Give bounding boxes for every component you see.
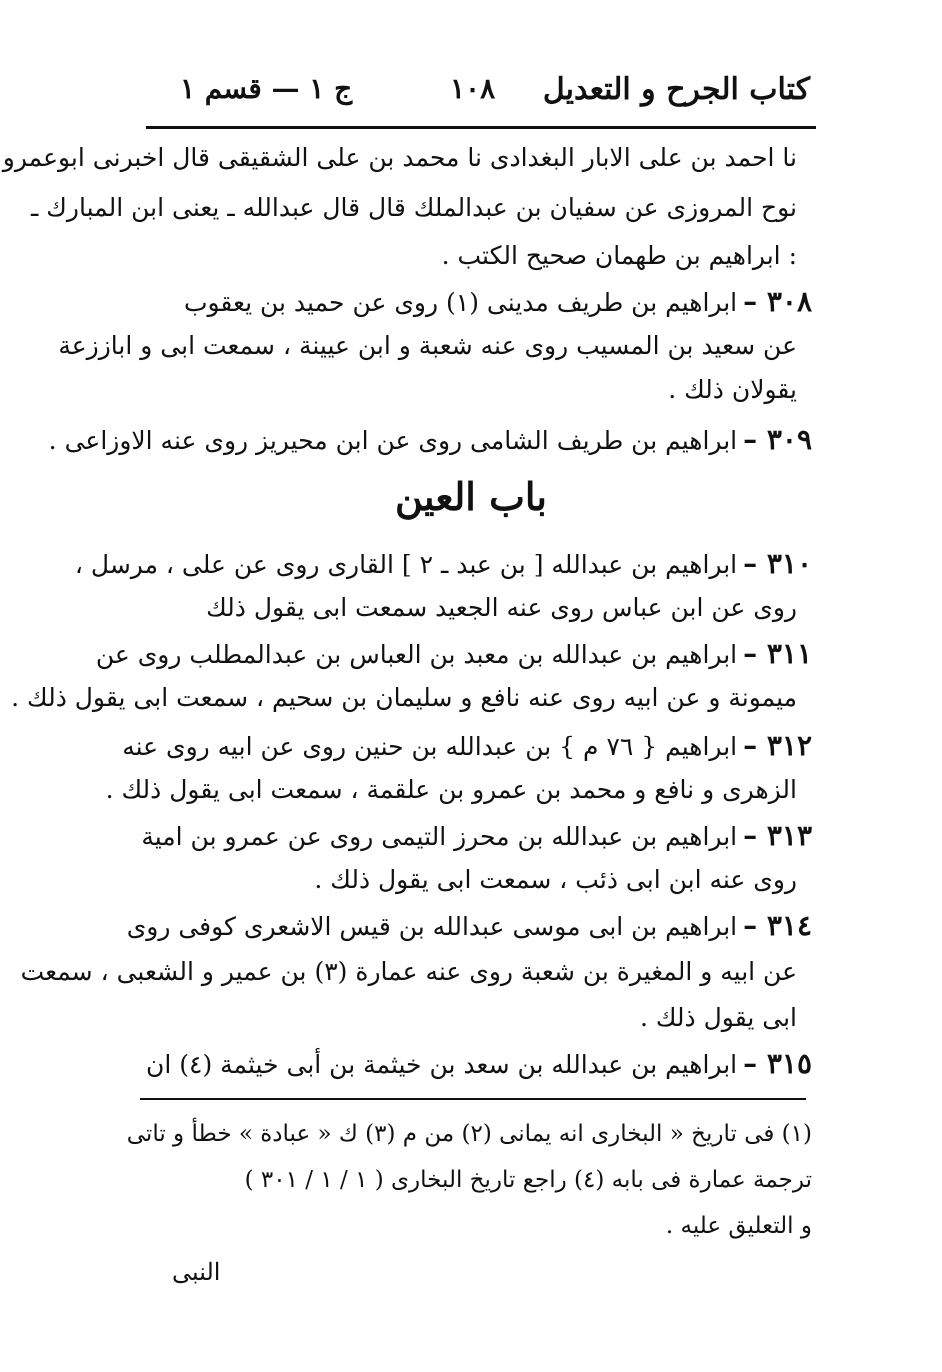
entry-number: ٣١٢ – xyxy=(743,729,812,762)
body-line: نوح المروزى عن سفيان بن عبدالملك قال قال عبدالله ـ يعنى ابن المبارك ـ xyxy=(31,193,797,222)
body-line: : ابراهيم بن طهمان صحيح الكتب . xyxy=(441,241,797,270)
entry-text: ابراهيم بن عبدالله بن محرز التيمى روى عن عمرو بن امية xyxy=(141,822,738,851)
entry-text: ابراهيم بن طريف مدينى (١) روى عن حميد بن يعقوب xyxy=(183,288,738,317)
entry-312-line: الزهرى و نافع و محمد بن عمرو بن علقمة ، سمعت ابى يقول ذلك . xyxy=(105,775,797,804)
entry-number: ٣١٠ – xyxy=(743,547,812,580)
entry-text: ابراهيم بن عبدالله بن سعد بن خيثمة بن أبى خيثمة (٤) ان xyxy=(145,1050,738,1079)
entry-number: ٣١٣ – xyxy=(743,819,812,852)
entry-313-line xyxy=(141,816,812,856)
entry-314-line: ابى يقول ذلك . xyxy=(639,1003,797,1032)
header-rule xyxy=(146,126,816,129)
entry-313-line: روى عنه ابن ابى ذئب ، سمعت ابى يقول ذلك . xyxy=(314,865,797,894)
entry-312-line xyxy=(122,726,812,766)
entry-308-line xyxy=(152,282,812,322)
section-heading: باب العين xyxy=(394,474,548,519)
entry-number: ٣٠٨ – xyxy=(743,285,812,318)
entry-text: ابراهيم بن ابى موسى عبدالله بن قيس الاشعرى كوفى روى xyxy=(126,912,738,941)
volume-part: ج ١ — قسم ١ xyxy=(180,72,353,105)
entry-number: ٣٠٩ – xyxy=(743,423,812,456)
entry-number: ٣١٥ – xyxy=(743,1047,812,1080)
book-title: كتاب الجرح و التعديل xyxy=(542,72,810,107)
entry-309-line xyxy=(48,420,812,460)
entry-text: ابراهيم بن عبدالله [ بن عبد ـ ٢ ] القارى روى عن على ، مرسل ، xyxy=(74,550,738,579)
footnote-line: ترجمة عمارة فى بابه (٤) راجع تاريخ البخارى ( ١ / ١ / ٣٠١ ) xyxy=(244,1167,812,1193)
footnote-rule xyxy=(140,1098,806,1100)
entry-text: ابراهيم بن طريف الشامى روى عن ابن محيريز روى عنه الاوزاعى . xyxy=(48,426,738,455)
entry-311-line xyxy=(95,634,812,674)
catchword: النبى xyxy=(172,1258,221,1286)
entry-text: ابراهيم { ٧٦ م } بن عبدالله بن حنين روى عن ابيه روى عنه xyxy=(122,732,738,761)
entry-314-line xyxy=(126,906,812,946)
entry-number: ٣١١ – xyxy=(743,637,812,670)
footnote-line: و التعليق عليه . xyxy=(665,1213,812,1239)
entry-text: ابراهيم بن عبدالله بن معبد بن العباس بن عبدالمطلب روى عن xyxy=(95,640,738,669)
entry-310-line: روى عن ابن عباس روى عنه الجعيد سمعت ابى يقول ذلك xyxy=(206,593,797,622)
entry-308-line: عن سعيد بن المسيب روى عنه شعبة و ابن عيينة ، سمعت ابى و اباززعة xyxy=(58,331,797,360)
entry-314-line: عن ابيه و المغيرة بن شعبة روى عنه عمارة (٣) بن عمير و الشعبى ، سمعت xyxy=(20,957,797,986)
entry-310-line xyxy=(74,544,812,584)
entry-315-line xyxy=(145,1044,812,1084)
footnote-line: (١) فى تاريخ « البخارى انه يمانى (٢) من م (٣) ك « عبادة » خطأ و تاتى xyxy=(126,1121,812,1147)
page-number: ١٠٨ xyxy=(450,72,496,105)
running-header xyxy=(150,72,810,122)
entry-311-line: ميمونة و عن ابيه روى عنه نافع و سليمان بن سحيم ، سمعت ابى يقول ذلك . xyxy=(11,683,797,712)
entry-308-line: يقولان ذلك . xyxy=(668,375,797,404)
body-line: نا احمد بن على الابار البغدادى نا محمد بن على الشقيقى قال اخبرنى ابوعمرو xyxy=(2,143,797,172)
entry-number: ٣١٤ – xyxy=(743,909,812,942)
